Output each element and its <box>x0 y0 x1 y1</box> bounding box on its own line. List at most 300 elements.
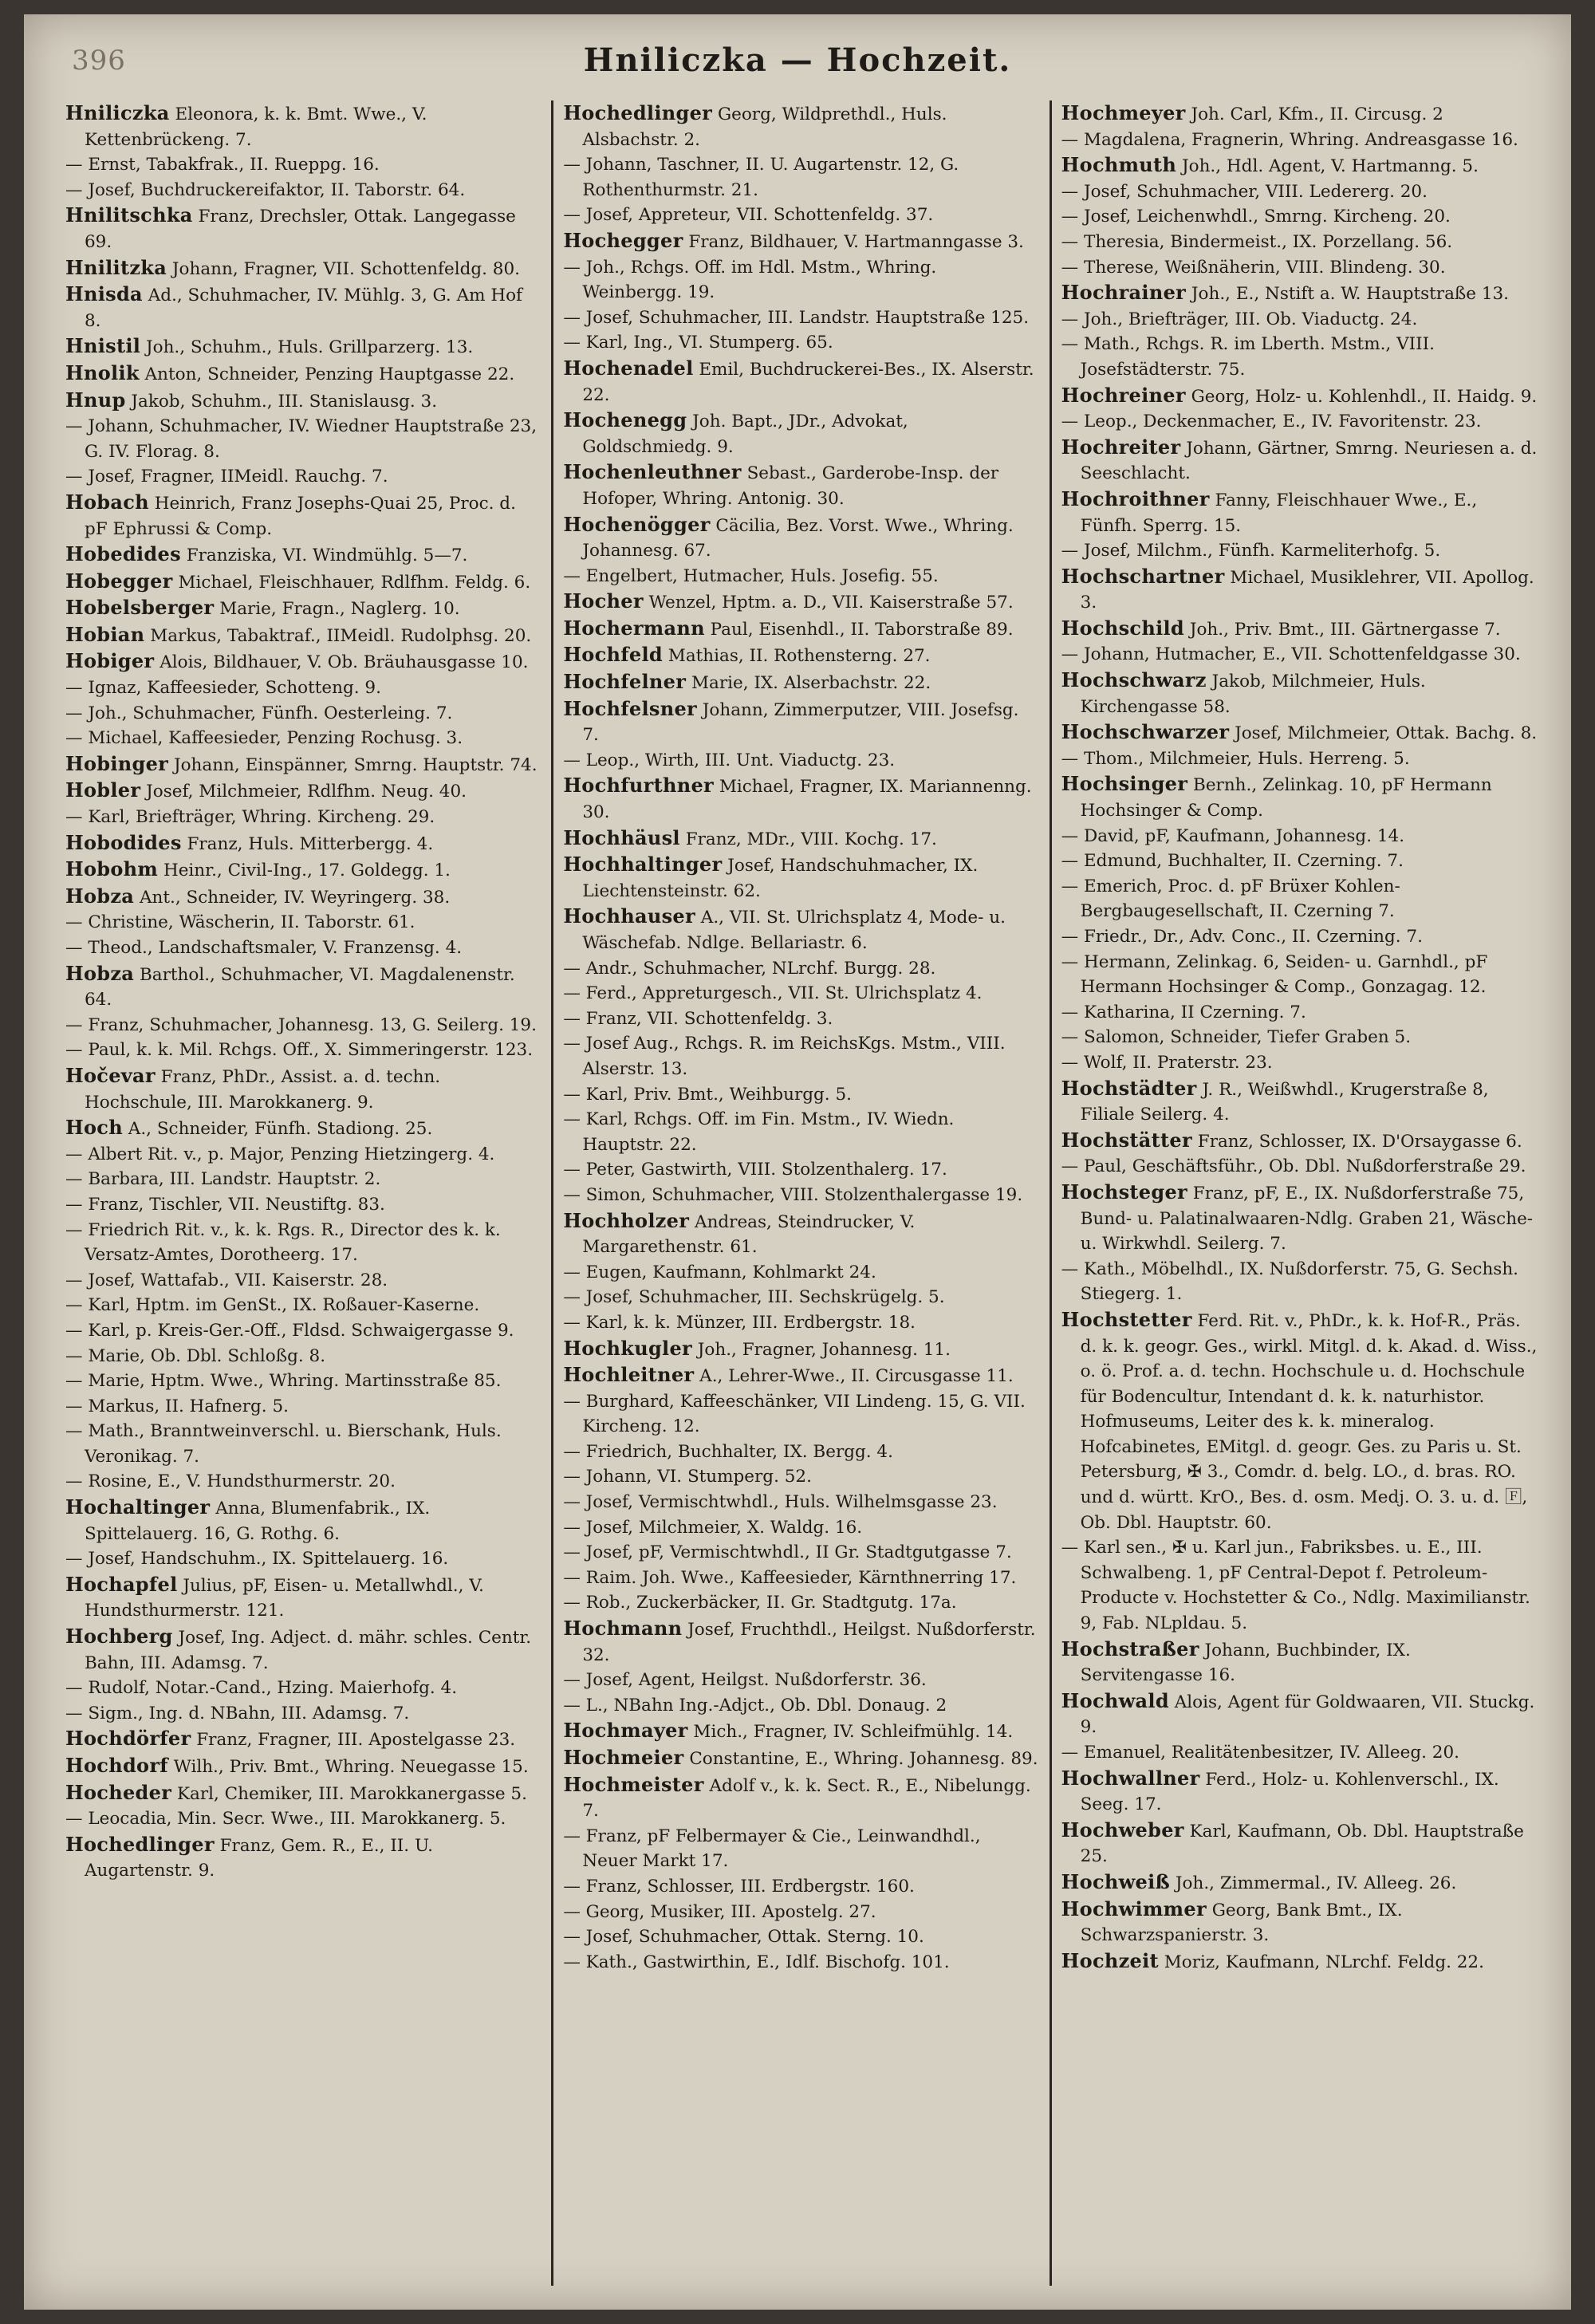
directory-entry <box>563 1260 1039 1286</box>
entry-details: Michael, Musiklehrer, VII. Apollog. 3. <box>1080 567 1534 613</box>
entry-details: — Ernst, Tabakfrak., II. Rueppg. 16. <box>65 155 380 175</box>
entry-details: Anton, Schneider, Penzing Hauptgasse 22. <box>139 364 515 384</box>
directory-entry <box>1061 100 1538 128</box>
directory-entry <box>563 642 1039 669</box>
entry-surname: Hnolik <box>65 360 140 384</box>
entry-surname: Hochstraßer <box>1061 1637 1199 1660</box>
entry-details: Georg, Bank Bmt., IX. Schwarzspanierstr. 3. <box>1080 1900 1403 1946</box>
entry-details: Franz, pF, E., IX. Nußdorferstraße 75, Bund- u. Palatinalwaaren-Ndlg. Graben 21, Wäsche- u. Wirkwhdl. Seilerg. 7. <box>1080 1183 1534 1255</box>
entry-details: — Josef, Vermischtwhdl., Huls. Wilhelmsgasse 23. <box>563 1492 998 1513</box>
entry-details: Adolf v., k. k. Sect. R., E., Nibelungg. 7. <box>582 1775 1031 1822</box>
directory-entry <box>1061 668 1538 719</box>
directory-entry <box>563 904 1039 955</box>
entry-details: — Leop., Deckenmacher, E., IV. Favoritenstr. 23. <box>1061 412 1482 432</box>
entry-details: Franz, MDr., VIII. Kochg. 17. <box>679 829 937 849</box>
directory-entry <box>1061 1637 1538 1688</box>
directory-entry <box>563 589 1039 616</box>
entry-details: Johann, Zimmerputzer, VIII. Josefsg. 7. <box>582 699 1019 746</box>
entry-surname: Hobza <box>65 884 135 908</box>
directory-entry <box>563 1490 1039 1515</box>
directory-entry <box>65 282 542 333</box>
entry-details: — Marie, Hptm. Wwe., Whring. Martinsstraße 85. <box>65 1371 502 1392</box>
entry-surname: Hobedides <box>65 542 181 566</box>
entry-details: — Theod., Landschaftsmaler, V. Franzensg. 4. <box>65 938 463 958</box>
entry-details: — Johann, Schuhmacher, IV. Wiedner Hauptstraße 23, G. IV. Florag. 8. <box>65 416 538 462</box>
entry-surname: Hobler <box>65 778 141 802</box>
directory-entry <box>563 1515 1039 1541</box>
directory-entry <box>65 1192 542 1218</box>
entry-surname: Hochstätter <box>1061 1128 1192 1152</box>
directory-entry <box>65 805 542 830</box>
entry-surname: Hochschartner <box>1061 564 1225 588</box>
directory-entry <box>1061 1948 1538 1975</box>
entry-details: — Karl, Hptm. im GenSt., IX. Roßauer-Kaserne. <box>65 1295 480 1316</box>
directory-entry <box>1061 1766 1538 1818</box>
directory-entry <box>65 1293 542 1318</box>
directory-entry <box>563 1336 1039 1363</box>
directory-entry <box>1061 435 1538 486</box>
entry-details: Andreas, Steindrucker, V. Margarethenstr. 61. <box>582 1211 916 1258</box>
entry-details: — Karl, Ing., VI. Stumperg. 65. <box>563 333 833 353</box>
directory-entry <box>1061 280 1538 307</box>
entry-details: — Karl, p. Kreis-Ger.-Off., Fldsd. Schwaigergasse 9. <box>65 1320 514 1341</box>
entry-details: — Katharina, II Czerning. 7. <box>1061 1002 1306 1022</box>
directory-entry <box>65 1218 542 1268</box>
directory-entry <box>65 490 542 542</box>
column-2 <box>553 100 1051 2286</box>
directory-entry <box>1061 746 1538 772</box>
directory-entry <box>563 773 1039 825</box>
entry-details: Joh., Zimmermal., IV. Alleeg. 26. <box>1170 1873 1457 1893</box>
directory-entry <box>563 1464 1039 1490</box>
entry-surname: Hochapfel <box>65 1572 178 1596</box>
directory-entry <box>65 1115 542 1142</box>
directory-entry <box>1061 824 1538 849</box>
directory-entry <box>563 669 1039 696</box>
entry-details: Wilh., Priv. Bmt., Whring. Neuegasse 15. <box>167 1757 529 1777</box>
directory-entry <box>1061 874 1538 924</box>
entry-details: Jakob, Schuhm., III. Stanislausg. 3. <box>125 391 438 412</box>
entry-details: Joh. Bapt., JDr., Advokat, Goldschmiedg. 9. <box>582 412 908 457</box>
entry-details: Alois, Bildhauer, V. Ob. Bräuhausgasse 10. <box>154 652 529 673</box>
directory-entry <box>1061 1154 1538 1180</box>
entry-surname: Hochenadel <box>563 356 694 380</box>
directory-entry <box>65 1495 542 1546</box>
entry-details: Johann, Buchbinder, IX. Servitengasse 16. <box>1080 1640 1411 1686</box>
entry-details: — Joh., Schuhmacher, Fünfh. Oesterleing. 7. <box>65 703 453 723</box>
entry-details: — Johann, VI. Stumperg. 52. <box>563 1467 812 1487</box>
entry-surname: Hochschwarzer <box>1061 720 1230 744</box>
directory-entry <box>65 1624 542 1676</box>
entry-surname: Hochweiß <box>1061 1869 1171 1893</box>
directory-entry <box>1061 255 1538 281</box>
entry-details: Marie, Fragn., Naglerg. 10. <box>214 599 460 620</box>
entry-surname: Hochdorf <box>65 1754 168 1777</box>
entry-details: Anna, Blumenfabrik., IX. Spittelauerg. 16, G. Rothg. 6. <box>85 1499 431 1544</box>
entry-details: Heinr., Civil-Ing., 17. Goldegg. 1. <box>158 861 451 881</box>
entry-surname: Hochreiner <box>1061 383 1186 407</box>
entry-surname: Hochwimmer <box>1061 1897 1207 1920</box>
entry-details: Michael, Fleischhauer, Rdlfhm. Feldg. 6. <box>172 572 531 593</box>
directory-entry <box>563 1389 1039 1440</box>
directory-entry <box>65 751 542 778</box>
entry-details: Fanny, Fleischhauer Wwe., E., Fünfh. Sperrg. 15. <box>1080 490 1478 536</box>
entry-details: — Thom., Milchmeier, Huls. Herreng. 5. <box>1061 748 1410 769</box>
directory-entry <box>1061 179 1538 205</box>
entry-details: Karl, Kaufmann, Ob. Dbl. Hauptstraße 25. <box>1080 1821 1524 1867</box>
entry-surname: Hochmeister <box>563 1772 704 1796</box>
directory-entry <box>65 1167 542 1192</box>
entry-details: Josef, Ing. Adject. d. mähr. schles. Centr. Bahn, III. Adamsg. 7. <box>85 1628 532 1673</box>
directory-entry <box>65 1038 542 1063</box>
entry-details: Markus, Tabaktraf., IIMeidl. Rudolphsg. 20. <box>144 625 532 646</box>
entry-details: Marie, IX. Alserbachstr. 22. <box>686 673 931 694</box>
directory-entry <box>65 1676 542 1701</box>
directory-entry <box>1061 332 1538 382</box>
directory-entry <box>1061 950 1538 1000</box>
directory-entry <box>563 330 1039 356</box>
directory-entry <box>563 1540 1039 1566</box>
entry-details: — Josef, Schuhmacher, Ottak. Sterng. 10. <box>563 1927 924 1948</box>
directory-entry <box>65 1419 542 1469</box>
entry-surname: Hochleitner <box>563 1363 695 1387</box>
directory-entry <box>563 228 1039 255</box>
directory-entry <box>1061 1180 1538 1257</box>
directory-entry <box>1061 1688 1538 1740</box>
entry-details: — Paul, k. k. Mil. Rchgs. Off., X. Simmeringerstr. 123. <box>65 1040 534 1061</box>
directory-entry <box>65 1546 542 1572</box>
entry-details: Franz, Drechsler, Ottak. Langegasse 69. <box>85 207 516 252</box>
entry-details: — Josef, Wattafab., VII. Kaiserstr. 28. <box>65 1270 388 1290</box>
entry-details: Josef, Handschuhmacher, IX. Liechtensteinstr. 62. <box>582 856 979 901</box>
directory-entry <box>65 333 542 360</box>
entry-surname: Hocher <box>563 589 644 613</box>
entry-details: — Raim. Joh. Wwe., Kaffeesieder, Kärnthnerring 17. <box>563 1567 1017 1588</box>
entry-details: Wenzel, Hptm. a. D., VII. Kaiserstraße 57. <box>643 593 1014 613</box>
entry-details: — Edmund, Buchhalter, II. Czerning. 7. <box>1061 851 1404 872</box>
entry-details: — Barbara, III. Landstr. Hauptstr. 2. <box>65 1169 381 1190</box>
entry-details: — Franz, Schuhmacher, Johannesg. 13, G. Seilerg. 19. <box>65 1014 537 1035</box>
entry-details: — Karl, Briefträger, Whring. Kircheng. 29. <box>65 807 435 828</box>
directory-entry <box>1061 1076 1538 1128</box>
entry-details: — Andr., Schuhmacher, NLrchf. Burgg. 28. <box>563 958 936 979</box>
entry-surname: Hočevar <box>65 1063 156 1087</box>
entry-details: — Josef, Milchm., Fünfh. Karmeliterhofg. 5. <box>1061 541 1441 561</box>
entry-surname: Hochrainer <box>1061 281 1187 305</box>
directory-entry <box>65 1753 542 1780</box>
directory-entry <box>65 726 542 751</box>
directory-entry <box>563 1285 1039 1310</box>
entry-surname: Hochschwarz <box>1061 668 1207 692</box>
entry-details: — Josef, pF, Vermischtwhdl., II Gr. Stadtgutgasse 7. <box>563 1542 1012 1563</box>
directory-entry <box>563 616 1039 643</box>
directory-entry <box>65 569 542 596</box>
entry-surname: Hnilitzka <box>65 255 167 279</box>
entry-details: Johann, Fragner, VII. Schottenfeldg. 80. <box>167 258 520 279</box>
entry-details: Eleonora, k. k. Bmt. Wwe., V. Kettenbrückeng. 7. <box>85 104 427 150</box>
entry-details: — Franz, Tischler, VII. Neustiftg. 83. <box>65 1194 385 1215</box>
entry-details: Ant., Schneider, IV. Weyringerg. 38. <box>134 887 451 908</box>
directory-entry <box>1061 128 1538 153</box>
entry-surname: Hochmeier <box>563 1746 684 1769</box>
directory-entry <box>65 414 542 464</box>
entry-details: — Josef, Schuhmacher, III. Landstr. Hauptstraße 125. <box>563 307 1030 328</box>
entry-surname: Hochmann <box>563 1617 683 1641</box>
directory-entry <box>1061 1128 1538 1155</box>
entry-surname: Hochhäusl <box>563 825 680 849</box>
directory-entry <box>1061 1257 1538 1307</box>
entry-details: — Markus, II. Hafnerg. 5. <box>65 1396 289 1416</box>
directory-entry <box>65 1318 542 1344</box>
entry-details: Johann, Gärtner, Smrng. Neuriesen a. d. Seeschlacht. <box>1080 438 1538 484</box>
entry-details: Karl, Chemiker, III. Marokkanergasse 5. <box>171 1783 527 1804</box>
entry-details: — Therese, Weißnäherin, VIII. Blindeng. 30. <box>1061 257 1446 278</box>
entry-surname: Hoch <box>65 1116 123 1140</box>
entry-details: — Engelbert, Hutmacher, Huls. Josefig. 55. <box>563 565 939 586</box>
directory-entry <box>65 910 542 936</box>
directory-entry <box>65 1344 542 1369</box>
entry-surname: Hochfelner <box>563 670 687 694</box>
directory-entry <box>1061 1535 1538 1636</box>
entry-surname: Hochwald <box>1061 1688 1169 1712</box>
entry-details: — Johann, Hutmacher, E., VII. Schottenfeldgasse 30. <box>1061 644 1521 665</box>
entry-details: — Emerich, Proc. d. pF Brüxer Kohlen-Bergbaugesellschaft, II. Czerning 7. <box>1061 876 1400 922</box>
entry-surname: Hochsinger <box>1061 772 1188 796</box>
entry-surname: Hochmayer <box>563 1719 688 1743</box>
entry-surname: Hnisda <box>65 282 143 306</box>
directory-entry <box>563 512 1039 564</box>
entry-details: Moriz, Kaufmann, NLrchf. Feldg. 22. <box>1158 1952 1484 1972</box>
entry-surname: Hochschild <box>1061 616 1184 640</box>
entry-details: Johann, Einspänner, Smrng. Hauptstr. 74. <box>168 754 538 775</box>
entry-surname: Hnilitschka <box>65 203 193 227</box>
entry-details: Franz, Bildhauer, V. Hartmanngasse 3. <box>683 231 1024 252</box>
entry-surname: Hobelsberger <box>65 596 215 620</box>
entry-details: — Karl, Rchgs. Off. im Fin. Mstm., IV. Wiedn. Hauptstr. 22. <box>563 1109 955 1155</box>
column-3 <box>1052 100 1547 2286</box>
entry-surname: Hocheder <box>65 1780 172 1804</box>
entry-details: Joh., Fragner, Johannesg. 11. <box>691 1339 951 1360</box>
entry-surname: Hochfeld <box>563 643 663 667</box>
entry-details: A., VII. St. Ulrichsplatz 4, Mode- u. Wäschefab. Ndlge. Bellariastr. 6. <box>582 908 1006 953</box>
directory-entry <box>1061 538 1538 564</box>
directory-entry <box>1061 616 1538 643</box>
entry-details: — Salomon, Schneider, Tiefer Graben 5. <box>1061 1027 1412 1048</box>
entry-surname: Hobodides <box>65 830 182 854</box>
entry-surname: Hochmuth <box>1061 153 1177 177</box>
directory-entry <box>563 981 1039 1006</box>
entry-surname: Hochweber <box>1061 1818 1184 1841</box>
entry-details: — Burghard, Kaffeeschänker, VII Lindeng. 15, G. VII. Kircheng. 12. <box>563 1391 1026 1437</box>
directory-entry <box>563 1616 1039 1668</box>
directory-entry <box>65 1469 542 1495</box>
directory-entry <box>1061 1740 1538 1766</box>
directory-entry <box>65 152 542 178</box>
directory-entry <box>563 1745 1039 1772</box>
directory-entry <box>65 778 542 805</box>
entry-details: Joh., Priv. Bmt., III. Gärtnergasse 7. <box>1184 619 1501 640</box>
entry-details: — Wolf, II. Praterstr. 23. <box>1061 1052 1273 1073</box>
entry-details: Mich., Fragner, IV. Schleifmühlg. 14. <box>687 1722 1014 1743</box>
entry-details: — Josef, Milchmeier, X. Waldg. 16. <box>563 1517 863 1538</box>
entry-details: Franz, Fragner, III. Apostelgasse 23. <box>191 1730 516 1751</box>
entry-details: — Karl, Priv. Bmt., Weihburgg. 5. <box>563 1084 852 1105</box>
entry-details: Josef, Fruchthdl., Heilgst. Nußdorferstr. 32. <box>582 1620 1036 1665</box>
entry-details: Jakob, Milchmeier, Huls. Kirchengasse 58. <box>1080 672 1426 717</box>
entry-details: Heinrich, Franz Josephs-Quai 25, Proc. d. pF Ephrussi & Comp. <box>85 493 516 539</box>
directory-entry <box>563 1924 1039 1950</box>
entry-details: A., Schneider, Fünfh. Stadiong. 25. <box>122 1119 433 1140</box>
directory-entry <box>563 100 1039 152</box>
entry-details: — Josef, Fragner, IIMeidl. Rauchg. 7. <box>65 467 388 487</box>
directory-entry <box>1061 152 1538 179</box>
entry-details: — Sigm., Ing. d. NBahn, III. Adamsg. 7. <box>65 1703 410 1723</box>
entry-details: — Christine, Wäscherin, II. Taborstr. 61. <box>65 912 415 933</box>
entry-details: Franz, Schlosser, IX. D'Orsaygasse 6. <box>1191 1131 1522 1152</box>
directory-entry <box>65 203 542 254</box>
entry-surname: Hochedlinger <box>65 1832 215 1856</box>
directory-entry <box>65 857 542 884</box>
directory-entry <box>65 1780 542 1807</box>
directory-entry <box>1061 383 1538 410</box>
columns <box>56 100 1547 2286</box>
directory-entry <box>65 701 542 727</box>
directory-entry <box>65 1572 542 1624</box>
directory-entry <box>1061 849 1538 874</box>
directory-entry <box>563 152 1039 203</box>
entry-details: — Albert Rit. v., p. Major, Penzing Hietzingerg. 4. <box>65 1144 495 1164</box>
directory-entry <box>563 408 1039 459</box>
entry-details: — Josef Aug., Rchgs. R. im ReichsKgs. Mstm., VIII. Alserstr. 13. <box>563 1034 1006 1079</box>
directory-entry <box>563 696 1039 748</box>
directory-entry <box>1061 771 1538 823</box>
directory-entry <box>1061 409 1538 435</box>
directory-entry <box>563 1900 1039 1925</box>
directory-entry <box>563 748 1039 774</box>
entry-details: — Eugen, Kaufmann, Kohlmarkt 24. <box>563 1262 876 1282</box>
directory-entry <box>563 1006 1039 1032</box>
entry-surname: Hnup <box>65 388 126 412</box>
entry-details: — Leocadia, Min. Secr. Wwe., III. Marokkanerg. 5. <box>65 1809 506 1830</box>
entry-details: — Rudolf, Notar.-Cand., Hzing. Maierhofg. 4. <box>65 1678 458 1699</box>
entry-details: Julius, pF, Eisen- u. Metallwhdl., V. Hundsthurmerstr. 121. <box>85 1575 484 1621</box>
entry-details: — Franz, Schlosser, III. Erdbergstr. 160. <box>563 1876 915 1897</box>
entry-details: — Kath., Möbelhdl., IX. Nußdorferstr. 75, G. Sechsh. Stiegerg. 1. <box>1061 1259 1519 1305</box>
entry-details: — Friedr., Dr., Adv. Conc., II. Czerning. 7. <box>1061 927 1423 947</box>
directory-entry <box>563 1718 1039 1745</box>
entry-details: Mathias, II. Rothensterng. 27. <box>662 646 931 667</box>
directory-entry <box>65 1268 542 1294</box>
entry-surname: Hobegger <box>65 569 173 593</box>
entry-surname: Hochfelsner <box>563 696 697 720</box>
entry-details: — L., NBahn Ing.-Adjct., Ob. Dbl. Donaug. 2 <box>563 1695 947 1715</box>
entry-surname: Hochermann <box>563 616 705 640</box>
entry-surname: Hochholzer <box>563 1208 690 1232</box>
directory-entry <box>65 595 542 622</box>
entry-details: — Math., Branntweinverschl. u. Bierschank, Huls. Veronikag. 7. <box>65 1421 502 1467</box>
entry-details: — David, pF, Kaufmann, Johannesg. 14. <box>1061 825 1405 846</box>
directory-entry <box>563 1208 1039 1260</box>
directory-entry <box>563 1772 1039 1824</box>
entry-details: — Ignaz, Kaffeesieder, Schotteng. 9. <box>65 678 381 699</box>
directory-entry <box>563 1183 1039 1208</box>
entry-surname: Hochwallner <box>1061 1766 1200 1790</box>
entry-details: — Franz, VII. Schottenfeldg. 3. <box>563 1008 833 1029</box>
entry-details: — Josef, Agent, Heilgst. Nußdorferstr. 36. <box>563 1670 927 1691</box>
running-head: Hniliczka — Hochzeit. <box>583 41 1012 79</box>
directory-entry <box>563 1107 1039 1157</box>
directory-entry <box>563 825 1039 853</box>
directory-entry <box>65 178 542 203</box>
entry-details: — Ferd., Appreturgesch., VII. St. Ulrichsplatz 4. <box>563 983 983 1004</box>
directory-entry <box>563 203 1039 228</box>
entry-details: — Johann, Taschner, II. U. Augartenstr. 12, G. Rothenthurmstr. 21. <box>563 155 959 200</box>
entry-surname: Hochedlinger <box>563 101 713 124</box>
entry-details: — Marie, Ob. Dbl. Schloßg. 8. <box>65 1345 326 1366</box>
entry-details: — Josef, Schuhmacher, III. Sechskrügelg. 5. <box>563 1287 945 1308</box>
entry-details: Emil, Buchdruckerei-Bes., IX. Alserstr. 22. <box>582 359 1034 405</box>
entry-details: — Leop., Wirth, III. Unt. Viaductg. 23. <box>563 750 896 770</box>
entry-details: Georg, Wildprethdl., Huls. Alsbachstr. 2. <box>582 104 947 150</box>
entry-surname: Hobian <box>65 622 145 646</box>
entry-details: — Math., Rchgs. R. im Lberth. Mstm., VIII. Josefstädterstr. 75. <box>1061 334 1435 380</box>
entry-details: — Franz, pF Felbermayer & Cie., Leinwandhdl., Neuer Markt 17. <box>563 1826 981 1872</box>
entry-surname: Hochstetter <box>1061 1307 1192 1331</box>
directory-entry <box>65 830 542 857</box>
entry-surname: Hochhauser <box>563 904 695 928</box>
entry-surname: Hochenegg <box>563 408 687 432</box>
directory-page <box>24 14 1571 2310</box>
entry-surname: Hochaltinger <box>65 1495 211 1519</box>
entry-details: Constantine, E., Whring. Johannesg. 89. <box>683 1749 1038 1769</box>
entry-details: Ad., Schuhmacher, IV. Mühlg. 3, G. Am Hof 8. <box>85 286 522 331</box>
directory-entry <box>563 1310 1039 1336</box>
directory-entry <box>65 1013 542 1038</box>
directory-entry <box>563 1157 1039 1183</box>
directory-entry <box>563 852 1039 904</box>
entry-details: — Karl sen., ✠ u. Karl jun., Fabriksbes. u. E., III. Schwalbeng. 1, pF Central-Depot f. Petroleum-Producte v. Hochstetter & Co., Ndlg. Maximilianstr. 9, Fab. NLpldau. 5. <box>1061 1538 1530 1634</box>
entry-surname: Hochenleuthner <box>563 460 742 484</box>
directory-entry <box>1061 204 1538 230</box>
entry-details: Franz, PhDr., Assist. a. d. techn. Hochschule, III. Marokkanerg. 9. <box>85 1066 441 1113</box>
entry-details: Josef, Milchmeier, Ottak. Bachg. 8. <box>1229 723 1538 744</box>
entry-surname: Hochroithner <box>1061 486 1210 510</box>
page-number: 396 <box>72 45 126 77</box>
directory-entry <box>1061 1050 1538 1076</box>
directory-entry <box>563 1440 1039 1465</box>
directory-entry <box>1061 230 1538 255</box>
entry-details: Sebast., Garderobe-Insp. der Hofoper, Whring. Antonig. 30. <box>582 463 999 509</box>
entry-details: Ferd. Rit. v., PhDr., k. k. Hof-R., Präs. d. k. k. geogr. Ges., wirkl. Mitgl. d. k. Akad. d. Wiss., o. ö. Prof. a. d. techn. Hochschule u. d. Hochschule für Bodencultur, Intendant d. k. k. naturhistor. Hofmuseums, Leiter des k. k. mineralog. Hofcabinetes, EMitgl. d. geogr. Ges. zu Paris u. St. Petersburg, ✠ 3., Comdr. d. belg. LO., d. bras. RO. und d. württ. KrO., Bes. d. osm. Medj. O. 3. u. d. 🄵, Ob. Dbl. Hauptstr. 60. <box>1080 1310 1538 1533</box>
entry-surname: Hochstädter <box>1061 1076 1197 1100</box>
directory-entry <box>65 648 542 676</box>
directory-entry <box>65 542 542 569</box>
entry-details: Alois, Agent für Goldwaaren, VII. Stuckg. 9. <box>1080 1692 1535 1738</box>
directory-entry <box>1061 1818 1538 1869</box>
entry-details: Michael, Fragner, IX. Mariannenng. 30. <box>582 777 1032 823</box>
entry-details: — Michael, Kaffeesieder, Penzing Rochusg. 3. <box>65 728 463 749</box>
entry-details: — Kath., Gastwirthin, E., Idlf. Bischofg. 101. <box>563 1952 950 1972</box>
entry-details: Franz, Gem. R., E., II. U. Augartenstr. 9. <box>85 1835 433 1881</box>
entry-surname: Hochhaltinger <box>563 853 723 876</box>
entry-details: — Georg, Musiker, III. Apostelg. 27. <box>563 1901 876 1922</box>
directory-entry <box>563 956 1039 982</box>
directory-entry <box>65 464 542 490</box>
entry-details: — Josef, Appreteur, VII. Schottenfeldg. 37. <box>563 205 934 226</box>
directory-entry <box>65 1832 542 1884</box>
entry-details: — Emanuel, Realitätenbesitzer, IV. Alleeg. 20. <box>1061 1743 1459 1763</box>
entry-details: — Theresia, Bindermeist., IX. Porzellang. 56. <box>1061 231 1453 252</box>
